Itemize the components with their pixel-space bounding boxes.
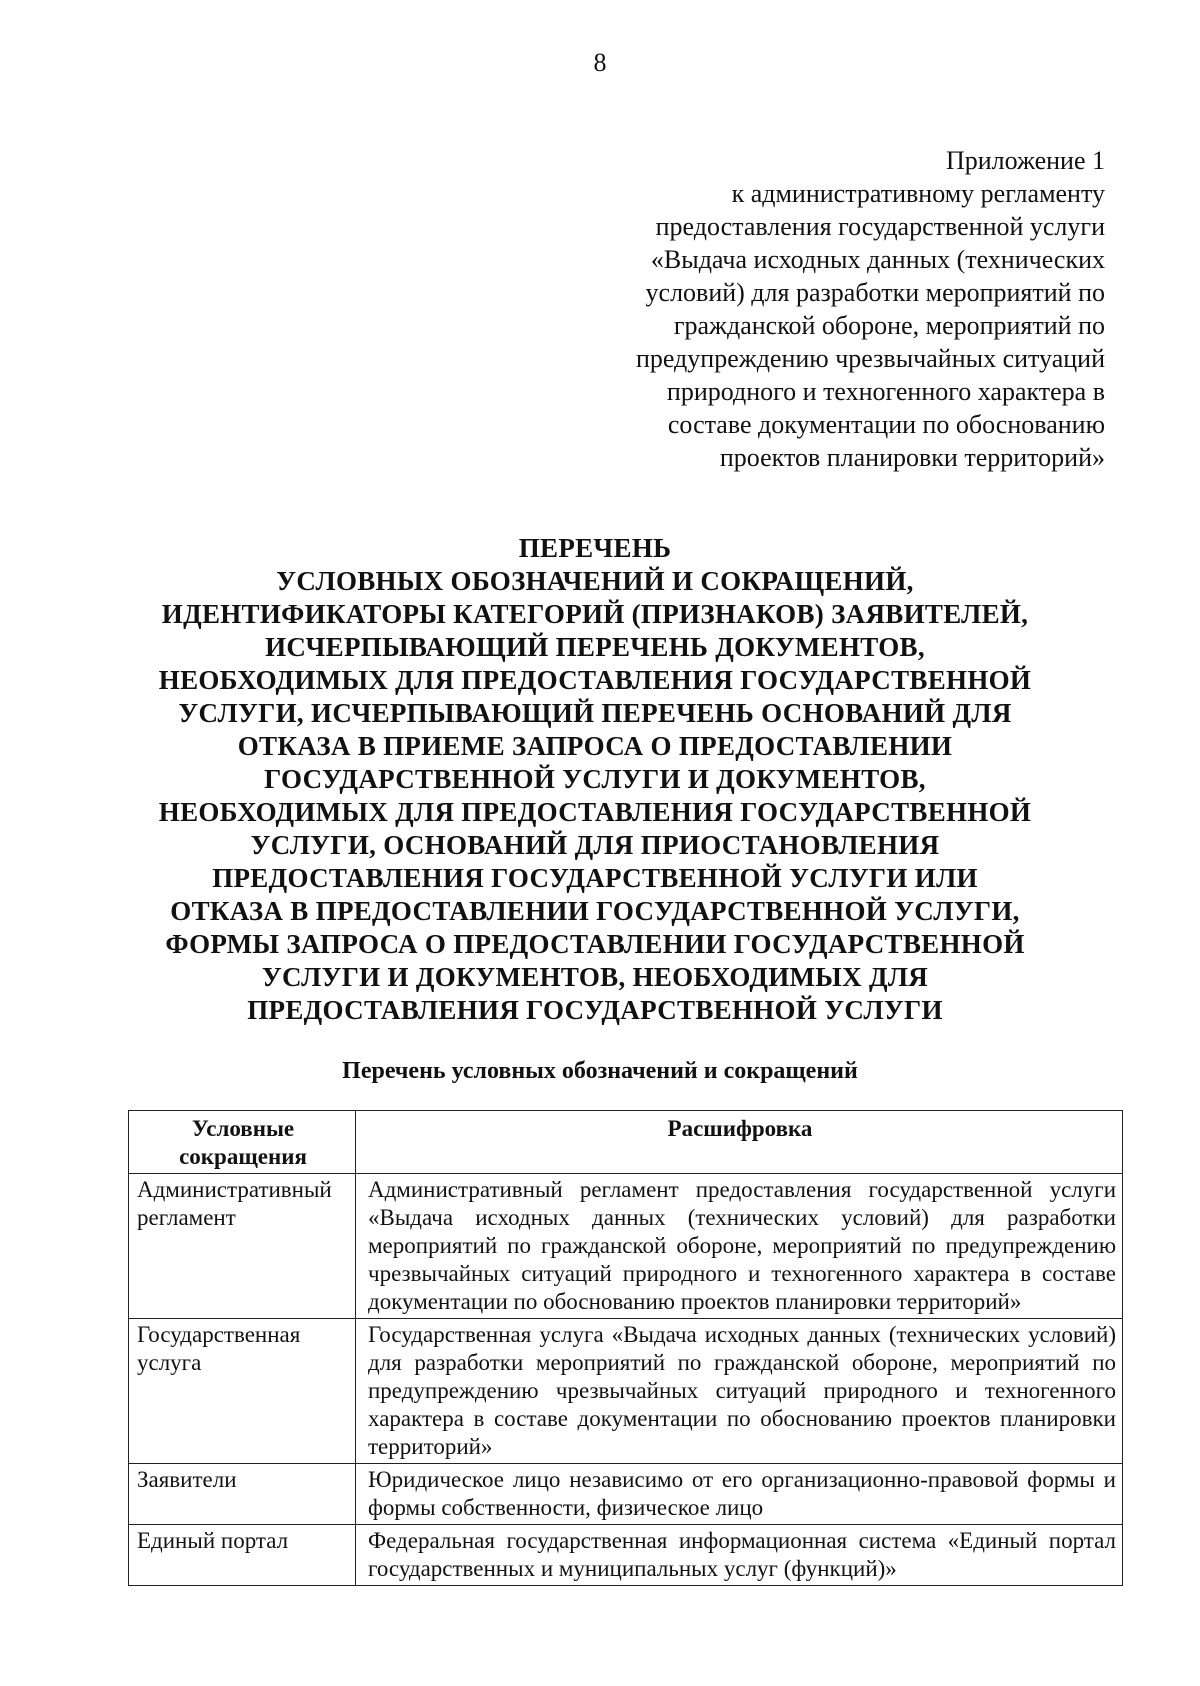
definition-cell: Федеральная государственная информационная система «Единый портал государственных и муниципальных услуг (функций)» <box>356 1525 1123 1586</box>
appendix-line: гражданской обороне, мероприятий по <box>673 311 1105 340</box>
abbreviations-table <box>128 1110 1123 1586</box>
appendix-line: предупреждению чрезвычайных ситуаций <box>635 344 1105 373</box>
definition-cell: Административный регламент предоставления государственной услуги «Выдача исходных данных (технических условий) для разработки мероприятий по гражданской обороне, мероприятий по предупреждению чрезвычайных ситуаций природного и техногенного характера в составе документации по обоснованию проектов планировки территорий» <box>356 1174 1123 1319</box>
column-header-term: Условные сокращения <box>129 1111 356 1174</box>
title-line: ИДЕНТИФИКАТОРЫ КАТЕГОРИЙ (ПРИЗНАКОВ) ЗАЯВИТЕЛЕЙ, <box>161 599 1029 629</box>
appendix-header <box>585 144 1105 474</box>
title-line: НЕОБХОДИМЫХ ДЛЯ ПРЕДОСТАВЛЕНИЯ ГОСУДАРСТВЕННОЙ <box>158 797 1032 827</box>
table-row <box>129 1464 1123 1525</box>
term-cell: Единый портал <box>129 1525 356 1586</box>
appendix-line: предоставления государственной услуги <box>655 212 1105 241</box>
appendix-line: Приложение 1 <box>945 146 1105 175</box>
document-title <box>140 532 1050 1027</box>
title-line: ФОРМЫ ЗАПРОСА О ПРЕДОСТАВЛЕНИИ ГОСУДАРСТВЕННОЙ <box>165 929 1025 959</box>
title-line: УСЛУГИ И ДОКУМЕНТОВ, НЕОБХОДИМЫХ ДЛЯ <box>261 962 929 992</box>
appendix-line: к административному регламенту <box>731 179 1105 208</box>
title-line: НЕОБХОДИМЫХ ДЛЯ ПРЕДОСТАВЛЕНИЯ ГОСУДАРСТВЕННОЙ <box>158 665 1032 695</box>
title-line: ПРЕДОСТАВЛЕНИЯ ГОСУДАРСТВЕННОЙ УСЛУГИ <box>247 995 943 1025</box>
title-line: ПЕРЕЧЕНЬ <box>518 533 672 563</box>
table-row <box>129 1319 1123 1464</box>
title-line: УСЛУГИ, ИСЧЕРПЫВАЮЩИЙ ПЕРЕЧЕНЬ ОСНОВАНИЙ ДЛЯ <box>178 698 1012 728</box>
title-line: ПРЕДОСТАВЛЕНИЯ ГОСУДАРСТВЕННОЙ УСЛУГИ ИЛИ <box>212 863 978 893</box>
definition-cell: Юридическое лицо независимо от его организационно-правовой формы и формы собственности, физическое лицо <box>356 1464 1123 1525</box>
page-number: 8 <box>593 48 607 77</box>
table-row <box>129 1174 1123 1319</box>
appendix-line: «Выдача исходных данных (технических <box>650 245 1105 274</box>
term-cell: Заявители <box>129 1464 356 1525</box>
column-header-definition: Расшифровка <box>356 1111 1123 1174</box>
appendix-line: проектов планировки территорий» <box>719 443 1105 472</box>
term-cell: Государственная услуга <box>129 1319 356 1464</box>
definition-cell: Государственная услуга «Выдача исходных данных (технических условий) для разработки мероприятий по гражданской обороне, мероприятий по предупреждению чрезвычайных ситуаций природного и техногенного характера в составе документации по обоснованию проектов планировки территорий» <box>356 1319 1123 1464</box>
term-cell: Административный регламент <box>129 1174 356 1319</box>
section-subtitle: Перечень условных обозначений и сокращений <box>342 1058 858 1084</box>
title-line: УСЛУГИ, ОСНОВАНИЙ ДЛЯ ПРИОСТАНОВЛЕНИЯ <box>250 830 940 860</box>
appendix-line: составе документации по обоснованию <box>667 410 1105 439</box>
title-line: ОТКАЗА В ПРИЕМЕ ЗАПРОСА О ПРЕДОСТАВЛЕНИИ <box>237 731 953 761</box>
title-line: ОТКАЗА В ПРЕДОСТАВЛЕНИИ ГОСУДАРСТВЕННОЙ УСЛУГИ, <box>170 896 1020 926</box>
title-line: ИСЧЕРПЫВАЮЩИЙ ПЕРЕЧЕНЬ ДОКУМЕНТОВ, <box>265 632 925 662</box>
appendix-line: условий) для разработки мероприятий по <box>645 278 1105 307</box>
appendix-line: природного и техногенного характера в <box>666 377 1105 406</box>
table-row <box>129 1525 1123 1586</box>
table-header-row <box>129 1111 1123 1174</box>
title-line: ГОСУДАРСТВЕННОЙ УСЛУГИ И ДОКУМЕНТОВ, <box>264 764 926 794</box>
title-line: УСЛОВНЫХ ОБОЗНАЧЕНИЙ И СОКРАЩЕНИЙ, <box>276 566 914 596</box>
